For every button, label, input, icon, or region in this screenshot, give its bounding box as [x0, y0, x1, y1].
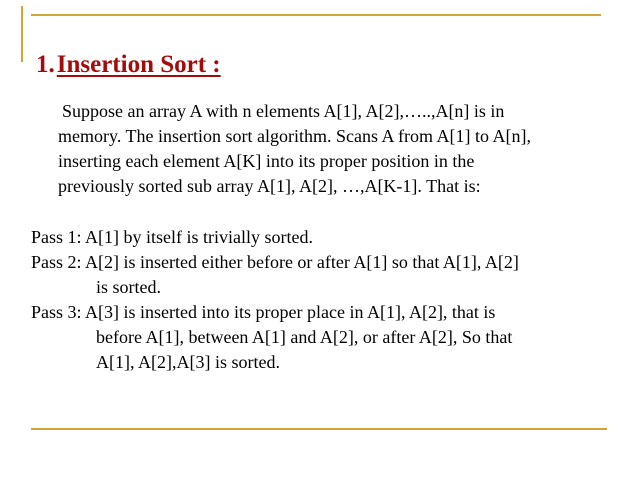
intro-line: inserting each element A[K] into its proper position in the: [58, 151, 475, 171]
top-divider-line: [31, 14, 601, 16]
intro-paragraph: [58, 99, 628, 199]
pass-list: [31, 225, 621, 375]
bottom-divider-line: [31, 428, 607, 430]
pass-line: before A[1], between A[1] and A[2], or after A[2], So that: [96, 327, 513, 347]
title-text: Insertion Sort :: [56, 51, 221, 78]
intro-line: memory. The insertion sort algorithm. Scans A from A[1] to A[n],: [58, 126, 531, 146]
intro-line: previously sorted sub array A[1], A[2], …,A[K-1]. That is:: [58, 176, 481, 196]
title-number: 1.: [36, 51, 55, 78]
pass-line: Pass 2: A[2] is inserted either before or after A[1] so that A[1], A[2]: [31, 252, 519, 272]
pass-item-1: [31, 225, 621, 250]
pass-item-2: [31, 250, 621, 300]
slide-title: [36, 50, 221, 80]
pass-line: Pass 3: A[3] is inserted into its proper place in A[1], A[2], that is: [31, 302, 496, 322]
intro-line: Suppose an array A with n elements A[1], A[2],…..,A[n] is in: [62, 101, 505, 121]
left-accent-line: [21, 6, 23, 62]
pass-line: Pass 1: A[1] by itself is trivially sorted.: [31, 227, 313, 247]
pass-item-3: [31, 300, 621, 375]
pass-line: is sorted.: [96, 277, 161, 297]
pass-line: A[1], A[2],A[3] is sorted.: [96, 352, 280, 372]
